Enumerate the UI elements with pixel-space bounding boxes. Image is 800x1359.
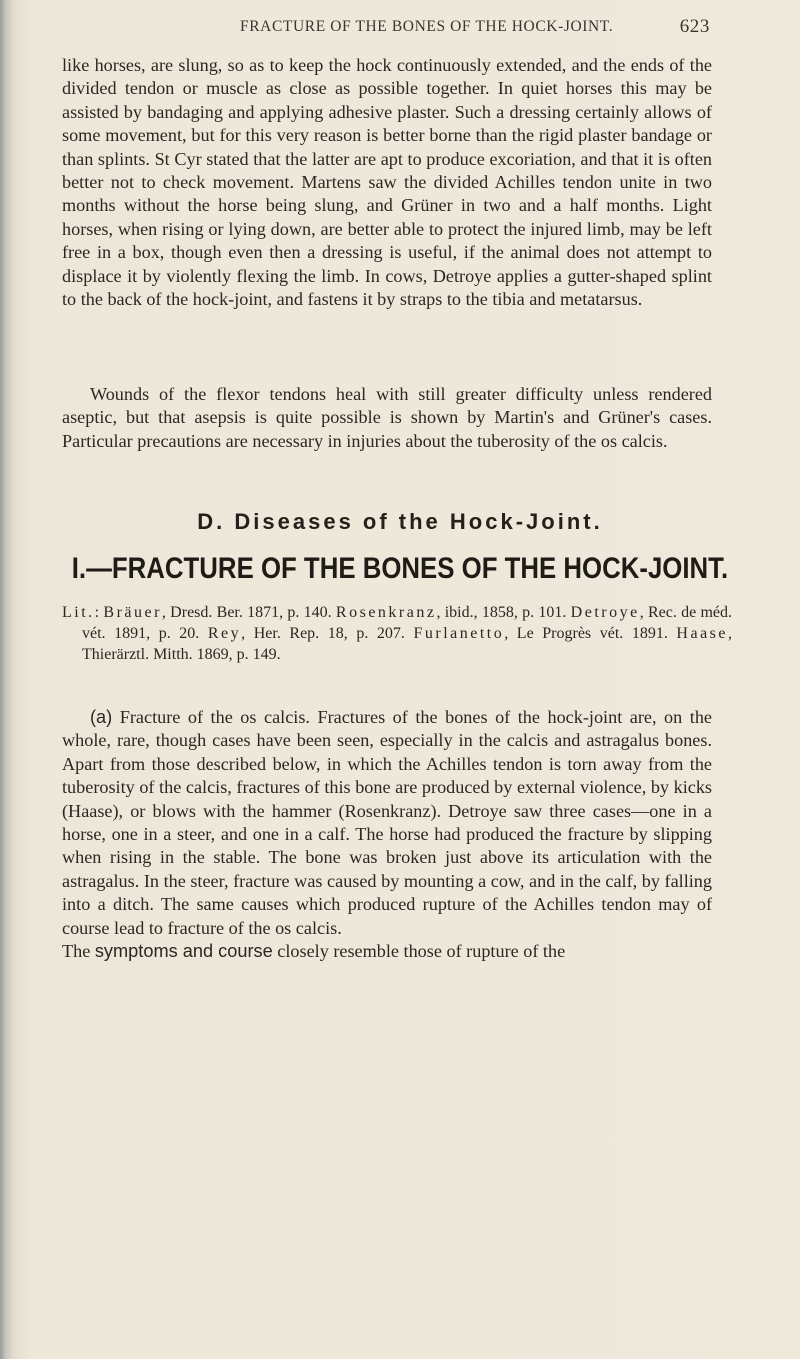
lit-citation: , Rec. de méd. vét. 1891, p. 20.: [82, 604, 732, 642]
subsection-label: (a): [90, 707, 113, 727]
lit-author: Furlanetto: [413, 625, 505, 642]
paragraph-continuation: like horses, are slung, so as to keep the hock continuously extended, and the ends of the divided tendon or muscle as close as possible together. In quiet horses this may be assisted by bandaging and applying adhesive plaster. Such a dressing certainly allows of some movement, but for this very reason is better borne than the rigid plaster bandage or than splints. St Cyr stated that the latter are apt to produce excoriation, and that it is often better not to check movement. Martens saw the divided Achilles tendon unite in two months without the horse being slung, and Grüner in two and a half months. Light horses, when rising or lying down, are better able to protect the injured limb, may be left free in a box, though even then a dressing is useful, if the animal does not attempt to displace it by violently flexing the limb. In cows, Detroye applies a gutter-shaped splint to the back of the hock-joint, and fastens it by straps to the tibia and metatarsus.: [62, 55, 712, 310]
lit-author: Haase: [676, 625, 729, 642]
lit-citation: , Her. Rep. 18, p. 207.: [241, 625, 414, 642]
lit-citation: , Le Progrès vét. 1891.: [504, 625, 677, 642]
literature-references: Lit.: Bräuer, Dresd. Ber. 1871, p. 140. Rosenkranz, ibid., 1858, p. 101. Detroye, Rec. de méd. vét. 1891, p. 20. Rey, Her. Rep. 18, p. 207. Furlanetto, Le Progrès vét. 1891. Haase, Thierärztl. Mitth. 1869, p. 149.: [62, 604, 733, 663]
lit-author: Detroye: [570, 604, 640, 621]
chapter-heading: I.—FRACTURE OF THE BONES OF THE HOCK-JOINT.: [71, 552, 729, 585]
symptoms-emphasis: symptoms and course: [94, 941, 273, 962]
lit-author: Bräuer: [103, 604, 162, 621]
last-line-lead: The: [62, 941, 95, 962]
paragraph-os-calcis-text: Fracture of the os calcis. Fractures of the bones of the hock-joint are, on the whole, rare, though cases have been seen, especially in the calcis and astragalus bones. Apart from those described below, in which the Achilles tendon is torn away from the tuberosity of the calcis, fractures of this bone are produced by external violence, by kicks (Haase), or blows with the hammer (Rosenkranz). Detroye saw three cases—one in a horse, one in a steer, and one in a calf. The horse had produced the fracture by slipping when rising in the stable. The bone was broken just above its articulation with the astragalus. In the steer, fracture was caused by mounting a cow, and in the calf, by falling into a ditch. The same causes which produced rupture of the Achilles tendon may of course lead to fracture of the os calcis.: [62, 707, 712, 938]
running-head-title: FRACTURE OF THE BONES OF THE HOCK-JOINT.: [240, 18, 614, 35]
lit-author: Rosenkranz: [335, 604, 437, 621]
lit-citation: , Dresd. Ber. 1871, p. 140.: [161, 604, 336, 621]
lit-citation: , Thierärztl. Mitth. 1869, p. 149.: [82, 625, 733, 663]
lit-citation: , ibid., 1858, p. 101.: [436, 604, 571, 621]
paragraph-os-calcis: [62, 706, 712, 963]
section-heading: D. Diseases of the Hock-Joint.: [197, 509, 603, 534]
paragraph-wounds: Wounds of the flexor tendons heal with still greater difficulty unless rendered aseptic, but that asepsis is quite possible is shown by Martin's and Grüner's cases. Particular precautions are necessary in injuries about the tuberosity of the os calcis.: [62, 384, 712, 451]
lit-author: Rey: [207, 625, 242, 642]
last-line-tail: closely resemble those of rupture of the: [272, 941, 566, 962]
page-number: 623: [679, 16, 710, 37]
literature-label: Lit.: [62, 604, 95, 621]
